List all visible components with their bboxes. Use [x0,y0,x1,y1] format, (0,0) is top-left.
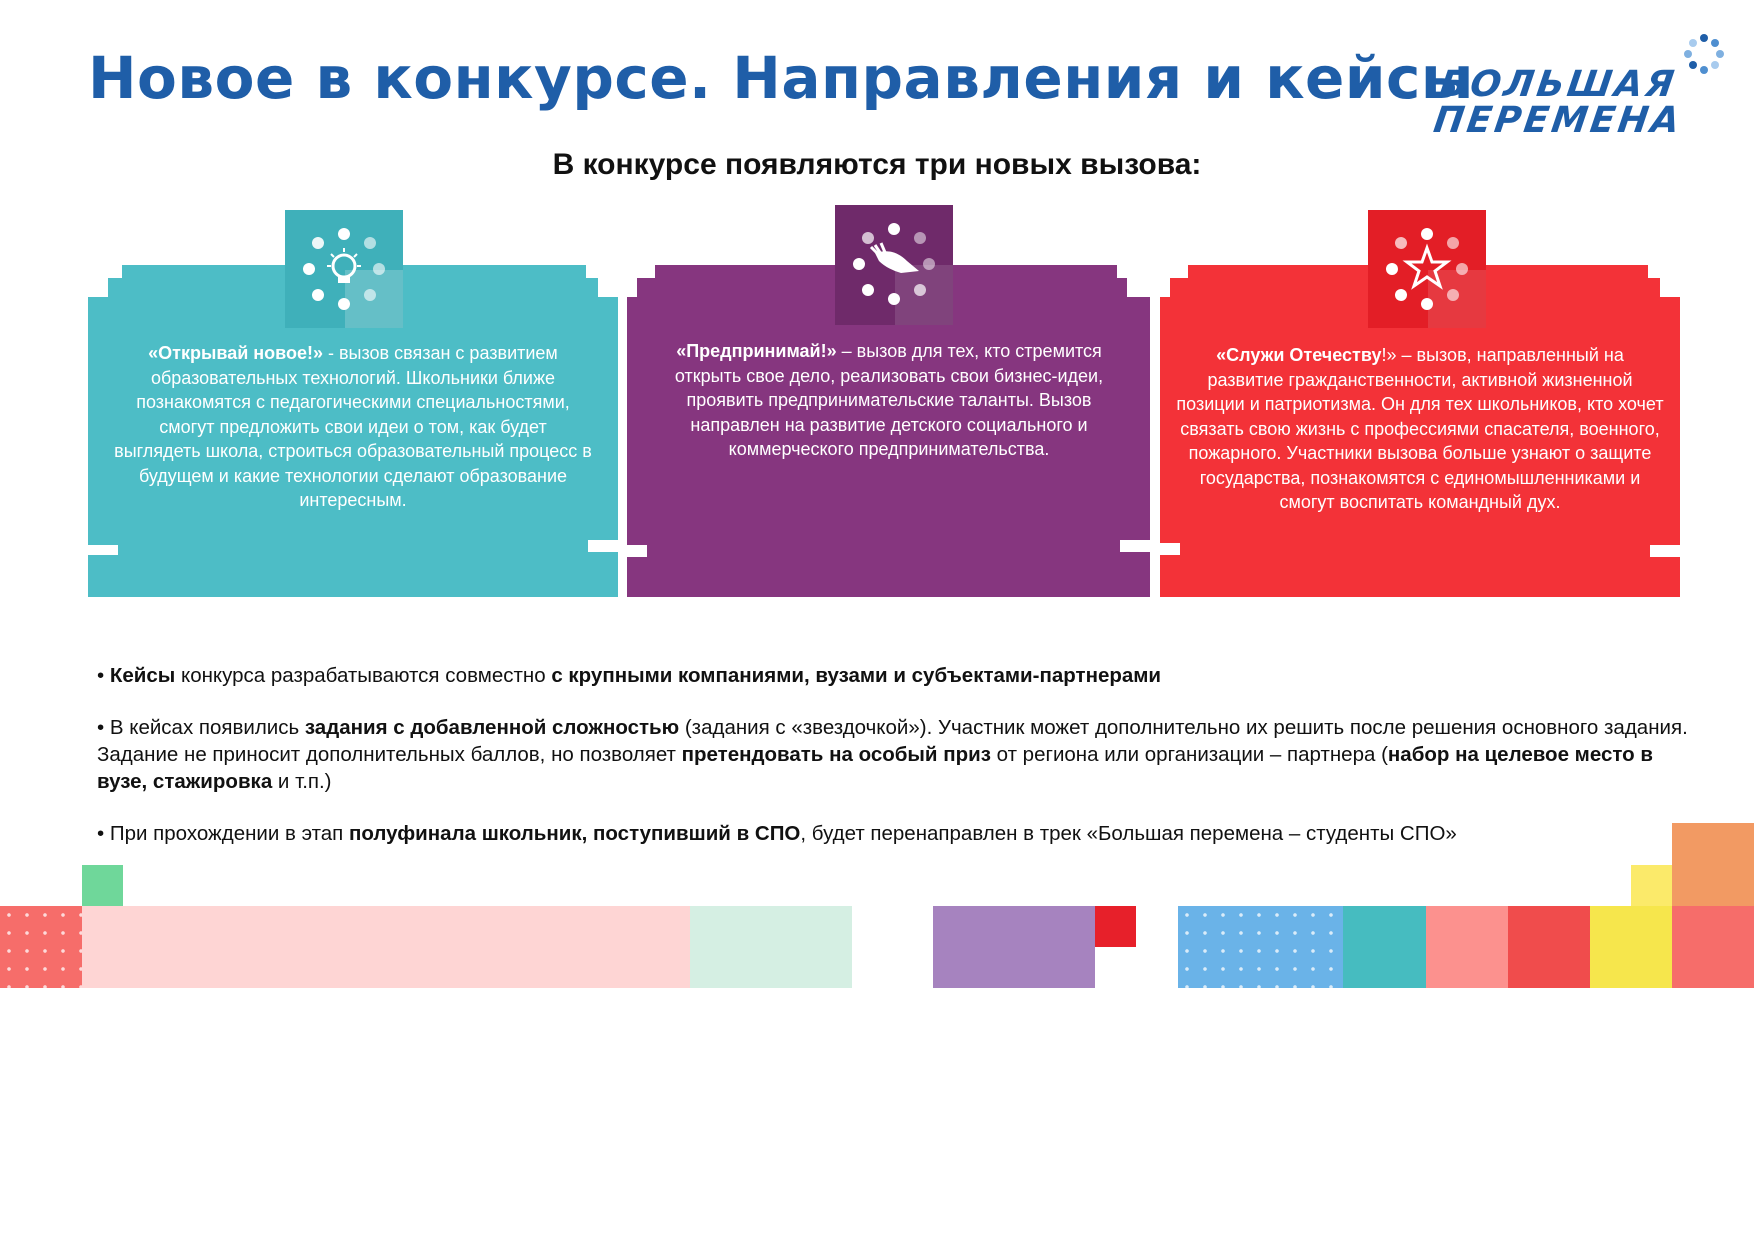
decor-block [82,906,690,988]
decor-block [933,906,1095,988]
card-body: - вызов связан с развитием образовательных технологий. Школьники ближе познакомятся с педагогическими специальностями, смогут предложить свои идеи о том, как будет выглядеть школа, строиться образовательный процесс в будущем и какие технологии сделают образование интересным. [114,343,592,510]
decor-block [1672,823,1754,906]
subtitle: В конкурсе появляются три новых вызова: [552,148,1202,181]
bullet-text: , будет перенаправлен в трек «Большая перемена – студенты СПО» [800,822,1457,845]
challenge-card-serve-fatherland [1160,205,1680,597]
decor-block [1672,906,1754,988]
logo [1430,30,1730,140]
bullet-bold: с крупными компаниями, вузами и субъектами-партнерами [551,664,1162,687]
bullet-marker: • [97,716,110,739]
card-body: !» – вызов, направленный на развитие гражданственности, активной жизненной позиции и патриотизма. Он для тех школьников, кто хочет связать свою жизнь с профессиями спасателя, военного, пожарного. Участники вызова больше узнают о защите государства, познакомятся с единомышленниками и смогут воспитать командный дух. [1176,345,1664,512]
bullet-star-tasks [97,714,1697,795]
bullet-bold: полуфинала школьник, поступивший в СПО [348,822,801,845]
logo-text-line1: БОЛЬШАЯ [1437,64,1680,105]
card-heading: «Служи Отечеству [1216,345,1382,365]
bullet-text: При прохождении в этап [109,822,349,845]
logo-text-line2: ПЕРЕМЕНА [1431,100,1685,141]
bullet-marker: • [97,822,110,845]
decor-block [1178,906,1343,988]
card-text [114,341,592,513]
card-body: – вызов для тех, кто стремится открыть свое дело, реализовать свои бизнес-идеи, проявить предпринимательские таланты. Вызов направлен на развитие детского социального и коммерческого предпринимательства. [674,341,1104,459]
bullet-text: В кейсах появились [109,716,305,739]
lightbulb-icon [285,210,403,328]
bullet-text: от региона или организации – партнера ( [990,743,1388,766]
card-heading: «Предпринимай!» [676,341,837,361]
bullet-bold: Кейсы [109,664,176,687]
card-heading: «Открывай новое!» [148,343,323,363]
page-title: Новое в конкурсе. Направления и кейсы [88,44,1474,112]
decor-block [82,865,123,906]
bullet-list [97,662,1697,872]
decor-block [1343,906,1426,988]
decor-block [1631,865,1672,906]
decor-block [1426,906,1508,988]
challenge-card-entrepreneur [627,205,1150,597]
challenge-card-open-new [88,205,618,597]
bullet-cases [97,662,1697,689]
bullet-bold: претендовать на особый приз [681,743,991,766]
bullet-spo-track [97,820,1697,847]
decor-block [690,906,852,988]
bullet-text: конкурса разрабатываются совместно [175,664,552,687]
logo-dots-icon [1682,32,1726,76]
bullet-text: (задания с «звездочкой»). Участник может дополнительно их решить после решения основного задания. Задание не приносит дополнительных баллов, но позволяет [97,716,1688,766]
decor-block [1590,906,1672,988]
bullet-marker: • [97,664,110,687]
decor-block [1095,906,1136,947]
star-icon [1368,210,1486,328]
card-text [649,339,1129,462]
bullet-bold: набор на целевое место в вузе, стажировка [97,743,1653,793]
winged-shoe-icon [835,205,953,325]
decor-block [0,906,82,988]
bullet-text: и т.п.) [272,770,332,793]
card-text [1176,343,1664,515]
bullet-bold: задания с добавленной сложностью [304,716,680,739]
decor-block [1508,906,1590,988]
